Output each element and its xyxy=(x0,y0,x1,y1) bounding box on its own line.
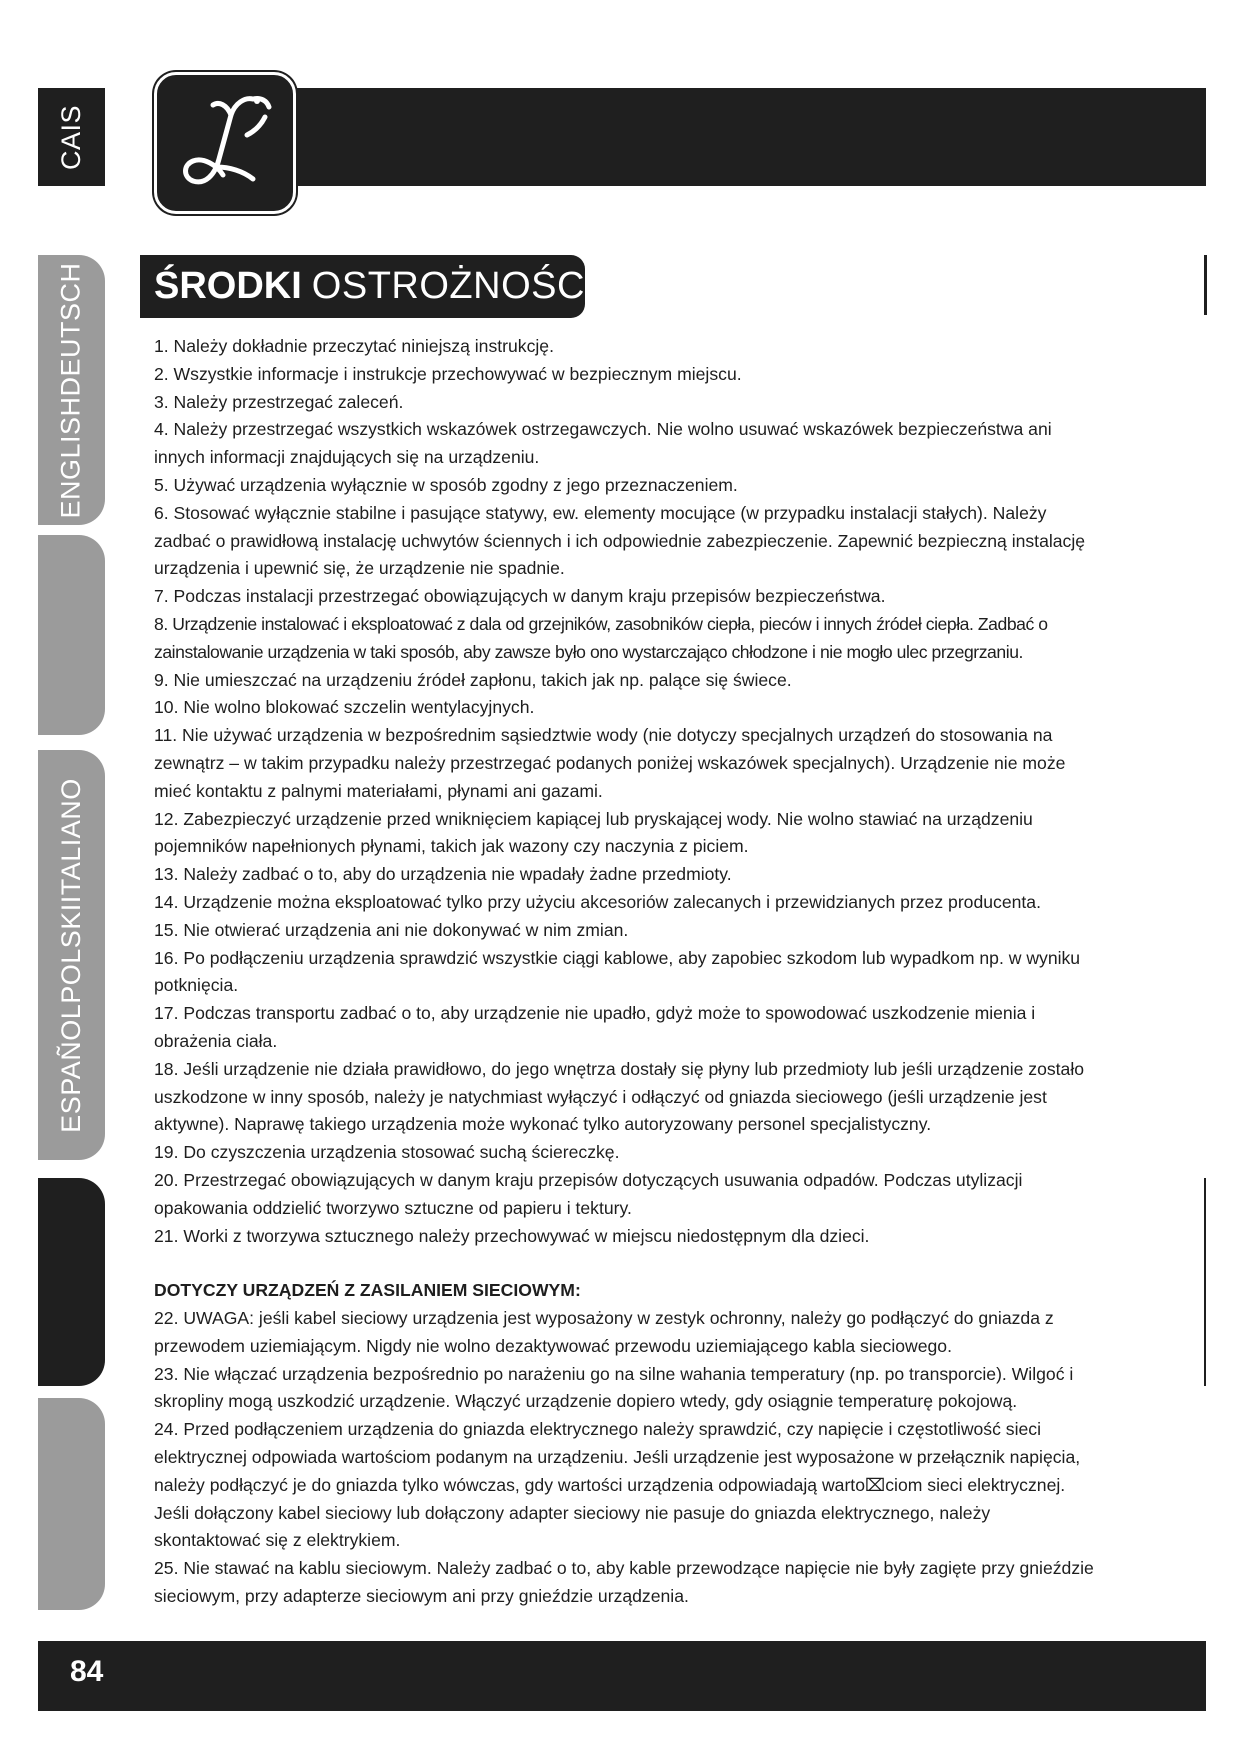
tab-polski-active[interactable] xyxy=(38,1178,105,1386)
section-title xyxy=(140,255,608,318)
tab-blank-1[interactable] xyxy=(38,535,105,735)
list-item: 1. Należy dokładnie przeczytać niniejszą instrukcję. xyxy=(154,336,554,356)
list-item: 18. Jeśli urządzenie nie działa prawidłowo, do jego wnętrza dostały się płyny lub przedmioty lub jeśli urządzenie zostało uszkodzone w inny sposób, należy je natychmiast wyłączyć i odłączyć od gniazda sieciowego (jeśli urządzenie jest aktywne). Naprawę takiego urządzenia może wykonać tylko autoryzowany personel specjalistyczny. xyxy=(154,1058,1085,1135)
list-item: 5. Używać urządzenia wyłącznie w sposób zgodny z jego przeznaczeniem. xyxy=(154,474,738,495)
list-item: 19. Do czyszczenia urządzenia stosować suchą ściereczkę. xyxy=(154,1142,620,1163)
list-item: 6. Stosować wyłącznie stabilne i pasujące statywy, ew. elementy mocujące (w przypadku instalacji stałych). Należy zadbać o prawidłową instalację uchwytów ściennych i ich odpowiednie zabezpieczenie. Zapewnić bezpieczną instalację urządzenia i upewnić się, że urządzenie nie spadnie. xyxy=(154,502,1086,579)
subsection-heading: DOTYCZY URZĄDZEŃ Z ZASILANIEM SIECIOWYM: xyxy=(154,1280,581,1301)
tab-blank-2[interactable] xyxy=(38,1398,105,1610)
tab-espanol-polski-italiano-label: ESPAÑOLPOLSKIITALIANO xyxy=(56,777,86,1133)
list-item: 7. Podczas instalacji przestrzegać obowiązujących w danym kraju przepisów bezpieczeństwa. xyxy=(154,586,886,607)
footer-bar xyxy=(38,1641,1206,1711)
title-bold-part: ŚRODKI xyxy=(154,265,302,307)
right-rule xyxy=(1204,255,1207,315)
page-number: 84 xyxy=(70,1655,104,1688)
list-item: 21. Worki z tworzywa sztucznego należy przechowywać w miejscu niedostępnym dla dzieci. xyxy=(154,1225,870,1246)
list-item: 8. Urządzenie instalować i eksploatować z dala od grzejników, zasobników ciepła, pieców i innych źródeł ciepła. Zadbać o zainstalowanie urządzenia w taki sposób, aby zawsze było ono wystarczająco chłodzone i nie mogło ulec przegrzaniu. xyxy=(154,613,1048,662)
list-item: 13. Należy zadbać o to, aby do urządzenia nie wpadały żadne przedmioty. xyxy=(154,864,732,885)
list-item: 11. Nie używać urządzenia w bezpośrednim sąsiedztwie wody (nie dotyczy specjalnych urządzeń do stosowania na zewnątrz – w takim przypadku należy przestrzegać podanych poniżej wskazówek specjalnych). Urządzenie nie może mieć kontaktu z palnymi materiałami, płynami ani gazami. xyxy=(154,725,1066,801)
list-item: 20. Przestrzegać obowiązujących w danym kraju przepisów dotyczących usuwania odpadów. Podczas utylizacji opakowania oddzielić tworzywo sztuczne od papieru i tektury. xyxy=(154,1169,1023,1218)
list-item: 25. Nie stawać na kablu sieciowym. Należy zadbać o to, aby kable przewodzące napięcie nie były zagięte przy gnieździe sieciowym, przy adapterze sieciowym ani przy gnieździe urządzenia. xyxy=(154,1558,1094,1607)
lizard-logo-icon xyxy=(154,72,296,214)
list-item: 4. Należy przestrzegać wszystkich wskazówek ostrzegawczych. Nie wolno usuwać wskazówek bezpieczeństwa ani innych informacji znajdujących się na urządzeniu. xyxy=(154,419,1052,468)
tab-espanol-polski-italiano[interactable] xyxy=(38,750,105,1160)
list-item: 15. Nie otwierać urządzenia ani nie dokonywać w nim zmian. xyxy=(154,919,629,940)
list-item: 12. Zabezpieczyć urządzenie przed wniknięciem kapiącej lub pryskającej wody. Nie wolno stawiać na urządzeniu pojemników napełnionych płynami, takich jak wazony czy naczynia z piciem. xyxy=(154,808,1033,857)
list-item: 17. Podczas transportu zadbać o to, aby urządzenie nie upadło, gdyż może to spowodować uszkodzenie mienia i obrażenia ciała. xyxy=(154,1003,1036,1051)
list-item: 14. Urządzenie można eksploatować tylko przy użyciu akcesoriów zalecanych i przewidzianych przez producenta. xyxy=(154,891,1041,912)
tab-english-deutsch-label: ENGLISHDEUTSCH xyxy=(56,261,87,519)
list-item: 23. Nie włączać urządzenia bezpośrednio po narażeniu go na silne wahania temperatury (np. po transporcie). Wilgoć i skropliny mogą uszkodzić urządzenie. Włączyć urządzenie dopiero wtedy, gdy osiągnie temperaturę pokojową. xyxy=(154,1363,1074,1412)
header-bar xyxy=(284,88,1206,186)
list-item: 16. Po podłączeniu urządzenia sprawdzić wszystkie ciągi kablowe, aby zapobiec szkodom lub wypadkom np. w wyniku potknięcia. xyxy=(154,947,1081,996)
title-light-part: OSTROŻNOŚCI: xyxy=(311,265,608,307)
tab-english-deutsch[interactable] xyxy=(38,255,105,525)
list-item: 9. Nie umieszczać na urządzeniu źródeł zapłonu, takich jak np. palące się świece. xyxy=(154,669,792,690)
list-item: 22. UWAGA: jeśli kabel sieciowy urządzenia jest wyposażony w zestyk ochronny, należy go podłączyć do gniazda z przewodem uziemiającym. Nigdy nie wolno dezaktywować przewodu uziemiającego kabla sieciowego. xyxy=(154,1308,1054,1356)
list-item: 2. Wszystkie informacje i instrukcje przechowywać w bezpiecznym miejscu. xyxy=(154,363,742,384)
list-item: 24. Przed podłączeniem urządzenia do gniazda elektrycznego należy sprawdzić, czy napięcie i częstotliwość sieci elektrycznej odpowiada wartościom podanym na urządzeniu. Jeśli urządzenie jest wyposażone w przełącznik napięcia, należy podłączyć je do gniazda tylko wówczas, gdy wartości urządzenia odpowiadają warto⌧ciom sieci elektrycznej. Jeśli dołączony kabel sieciowy lub dołączony adapter sieciowy nie pasuje do gniazda elektrycznego, należy skontaktować się z elektrykiem. xyxy=(154,1419,1081,1551)
tab-francais-label: CAIS xyxy=(56,104,86,170)
instructions-body xyxy=(154,333,1094,1611)
tab-francais[interactable] xyxy=(38,88,105,186)
list-item: 3. Należy przestrzegać zaleceń. xyxy=(154,391,404,412)
list-item: 10. Nie wolno blokować szczelin wentylacyjnych. xyxy=(154,697,535,718)
right-rule xyxy=(1204,1178,1206,1386)
